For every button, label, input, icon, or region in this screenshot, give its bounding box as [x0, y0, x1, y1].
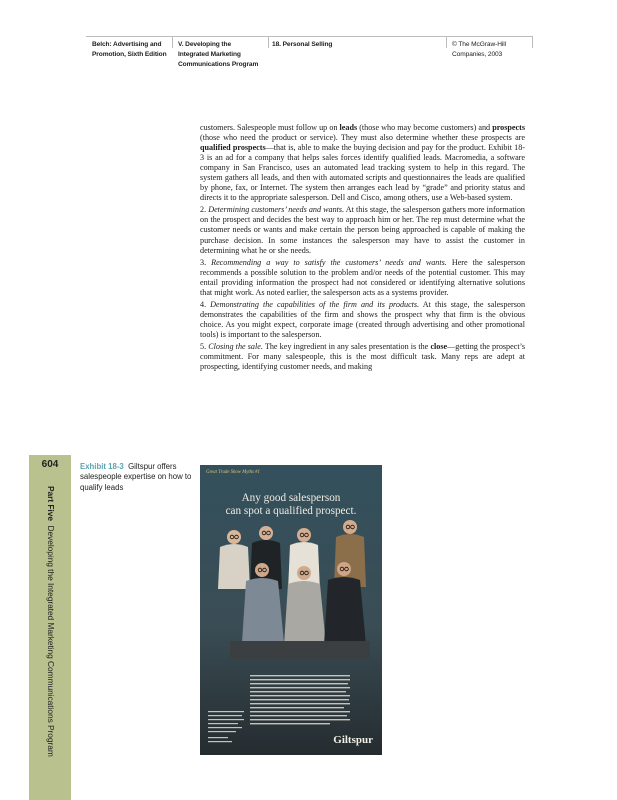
paragraph-step-3: [200, 258, 525, 298]
ad-headline-line: Any good salesperson: [241, 492, 341, 504]
header-text: Companies, 2003: [452, 51, 503, 58]
exhibit-caption: [80, 462, 198, 493]
ad-headline-line: can spot a qualified prospect.: [225, 504, 357, 517]
text-run: (those who need the product or service). They must also determine whether these prospects are: [200, 133, 525, 143]
step-number: 3.: [200, 257, 212, 267]
part-label: Part Five: [46, 486, 56, 521]
header-text: Promotion, Sixth Edition: [92, 51, 167, 58]
front-row-people: [242, 562, 366, 645]
header-rule: [86, 36, 532, 37]
ad-brand-logo: Giltspur: [333, 734, 373, 746]
step-number: 2.: [200, 205, 209, 215]
header-chapter-title: [272, 40, 332, 50]
text-run: The key ingredient in any sales presentation is the: [262, 341, 431, 351]
text-run: At this stage, the salesperson demonstrates the capabilities of the firm and shows the prospect why that firm is the obvious choice. As you might expect, corporate image (created through advertising and other promotional tools) is important to the salesperson.: [200, 299, 526, 339]
exhibit-ad-image: [200, 465, 382, 755]
header-book-title: [92, 40, 167, 60]
header-copyright: [452, 40, 506, 60]
header-text: V. Developing the: [178, 41, 232, 48]
sidebar-band: [29, 455, 71, 800]
exhibit-label: Exhibit 18-3: [80, 462, 124, 471]
header-text: Integrated Marketing: [178, 51, 241, 58]
header-divider: [446, 36, 447, 48]
step-number: 5.: [200, 341, 209, 351]
page-number: 604: [41, 459, 59, 470]
step-title: Determining customers’ needs and wants.: [208, 205, 345, 215]
ad-tagline: Great Trade Show Myths #1: [206, 470, 260, 475]
text-run: customers. Salespeople must follow up on: [200, 123, 340, 132]
paragraph-step-4: [200, 300, 525, 340]
header-part-title: [178, 40, 258, 70]
header-text: Belch: Advertising and: [92, 41, 162, 48]
paragraph-step-5: [200, 342, 525, 372]
term-close: close: [430, 341, 448, 351]
term-leads: leads: [339, 123, 358, 132]
paragraph-step-2: [200, 205, 525, 255]
body-text: [200, 123, 525, 374]
header-divider: [172, 36, 173, 48]
running-footer: [42, 486, 56, 786]
part-title: Developing the Integrated Marketing Communications Program: [46, 525, 56, 757]
term-qualified-prospects: qualified prospects: [200, 143, 266, 153]
header-text: Communications Program: [178, 61, 259, 68]
step-title: Demonstrating the capabilities of the firm and its products.: [210, 299, 420, 309]
header-text: 18. Personal Selling: [272, 41, 333, 48]
text-run: Here the salesperson recommends a possible solution to the problem and/or needs of the potential customer. This may entail providing information the prospect had not considered or identifying alternative solutions that might work. As noted earlier, the salesperson acts as a systems provider.: [200, 257, 526, 297]
header-divider: [532, 36, 533, 48]
text-run: (those who may become customers) and: [357, 123, 493, 132]
term-prospects: prospects: [492, 123, 525, 132]
text-run: At this stage, the salesperson gathers more information on the prospect and decides the best way to approach him or her. The rep must determine what the customer needs or wants and make certain the person being approached is capable of making the purchase decision. In some instances the salesperson may have to assist the customer in determining what he or she needs.: [200, 205, 525, 255]
step-title: Recommending a way to satisfy the customers’ needs and wants.: [211, 257, 447, 267]
header-divider: [268, 36, 269, 48]
header-text: © The McGraw-Hill: [452, 41, 506, 48]
text-run: —getting the prospect’s commitment. For many salespeople, this is the most difficult task. Many reps are adept at prospecting, identifying customer needs, and making: [200, 341, 525, 372]
bench: [230, 641, 370, 659]
step-title: Closing the sale.: [208, 341, 263, 351]
step-number: 4.: [200, 299, 211, 309]
text-run: —that is, able to make the buying decision and pay for the product. Exhibit 18-3 is an ad for a company that helps sales forces identify qualified leads. Macromedia, a software company in San Francisco, uses an automated lead tracking system to help in this regard. The system gathers all leads, and then with automated scripts and questionnaires the leads are qualified by phone, fax, or Internet. The system then arranges each lead by “grade” and priority status and directs it to the appropriate salesperson. Dell and Cisco, among others, use a Web-based system.: [200, 143, 525, 203]
paragraph-prospecting: [200, 123, 525, 203]
exhibit-caption-text: Giltspur offers salespeople expertise on how to qualify leads: [80, 462, 192, 492]
ad-headline: [200, 492, 382, 517]
